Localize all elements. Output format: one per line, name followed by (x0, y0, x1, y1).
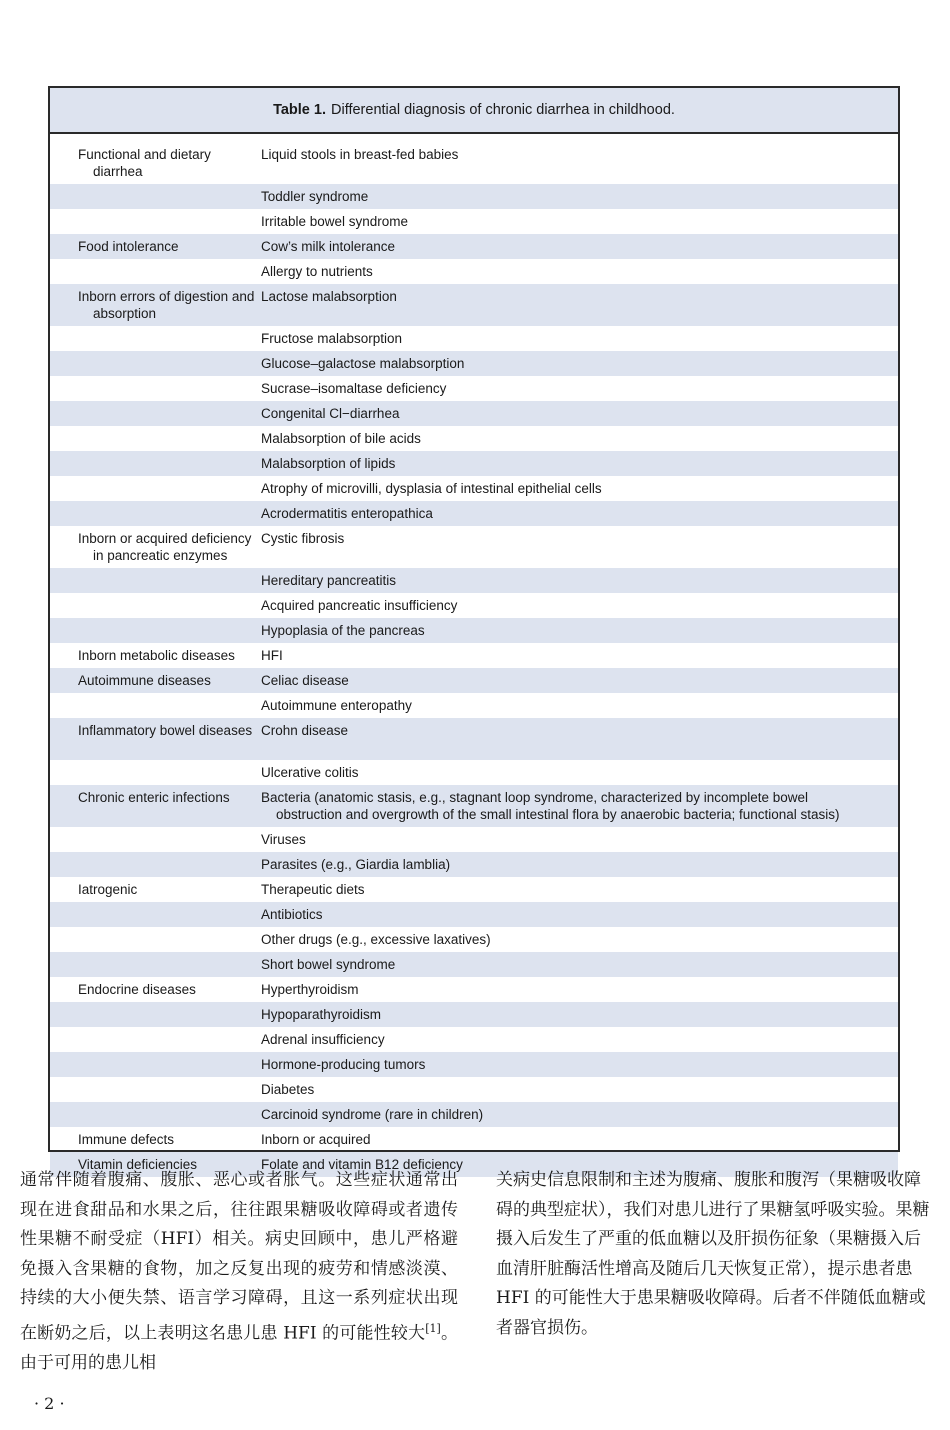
row-item (261, 213, 898, 230)
table-row (50, 785, 898, 827)
row-item (261, 764, 898, 781)
row-category-text: Iatrogenic (78, 881, 138, 897)
row-item-text: Acrodermatitis enteropathica (261, 506, 433, 521)
table-row (50, 618, 898, 643)
row-category-text: Endocrine diseases (78, 981, 196, 997)
row-item-text: Short bowel syndrome (261, 956, 396, 972)
table-body (50, 134, 898, 1177)
table-row (50, 259, 898, 284)
row-item-text: Congenital Cl−diarrhea (261, 406, 400, 421)
table-row (50, 927, 898, 952)
table-caption (50, 88, 898, 134)
row-item-text: Fructose malabsorption (261, 331, 403, 346)
table-label: Table 1. (273, 102, 326, 118)
table-row (50, 234, 898, 259)
row-category (50, 764, 261, 781)
row-category (50, 1131, 261, 1148)
row-category-text: Autoimmune diseases (78, 673, 211, 688)
row-item (261, 480, 898, 497)
row-item-text: Cystic fibrosis (261, 531, 345, 546)
row-category-text: Inborn metabolic diseases (78, 648, 235, 663)
row-item (261, 455, 898, 472)
row-item (261, 789, 898, 823)
row-item-text: HFI (261, 648, 283, 663)
row-item-text: Other drugs (e.g., excessive laxatives) (261, 931, 491, 947)
row-item (261, 597, 898, 614)
row-category (50, 380, 261, 397)
row-category (50, 330, 261, 347)
row-item-text: Autoimmune enteropathy (261, 698, 412, 713)
row-category (50, 647, 261, 664)
table-row (50, 760, 898, 785)
table-row (50, 1002, 898, 1027)
row-item (261, 981, 898, 998)
row-category (50, 455, 261, 472)
citation-ref: [1] (425, 1321, 441, 1335)
row-item-text: Celiac disease (261, 673, 349, 688)
row-item-text: Hypoparathyroidism (261, 1006, 382, 1022)
table-row (50, 426, 898, 451)
table-row (50, 1052, 898, 1077)
row-item-text: Malabsorption of bile acids (261, 431, 421, 446)
row-item-text: Therapeutic diets (261, 881, 365, 897)
row-item-text: Hereditary pancreatitis (261, 573, 397, 588)
row-category (50, 831, 261, 848)
table-title: Differential diagnosis of chronic diarrhea in childhood. (331, 102, 675, 118)
table-row (50, 1077, 898, 1102)
row-item (261, 931, 898, 948)
row-item-text: Ulcerative colitis (261, 764, 359, 780)
row-category (50, 697, 261, 714)
row-category (50, 530, 261, 564)
row-item (261, 956, 898, 973)
left-text: 通常伴随着腹痛、腹胀、恶心或者胀气。这些症状通常出现在进食甜品和水果之后，往往跟果糖吸收障碍或者遗传性果糖不耐受症（HFI）相关。病史回顾中，患儿严格避免摄入含果糖的食物，加之反复出现的疲劳和情感淡漠、持续的大小便失禁、语言学习障碍，且这一系列症状出现在断奶之后，以上表明这名患儿患 HFI 的可能性较大 (20, 1170, 458, 1344)
row-item (261, 722, 898, 756)
row-item-text: Hypoplasia of the pancreas (261, 623, 425, 638)
row-category (50, 597, 261, 614)
table-row (50, 693, 898, 718)
row-category (50, 906, 261, 923)
row-item (261, 288, 898, 322)
row-item-text: Folate and vitamin B12 deficiency (261, 1156, 463, 1172)
row-category-text: Chronic enteric infections (78, 789, 230, 805)
row-category (50, 238, 261, 255)
row-item-text: Irritable bowel syndrome (261, 214, 409, 229)
table-row (50, 351, 898, 376)
row-item-text: Malabsorption of lipids (261, 456, 396, 471)
row-item (261, 1031, 898, 1048)
table-row (50, 827, 898, 852)
row-item (261, 530, 898, 564)
table-row (50, 501, 898, 526)
row-item (261, 330, 898, 347)
table-row (50, 568, 898, 593)
page-number: · 2 · (34, 1394, 65, 1413)
body-paragraph-right: 关病史信息限制和主述为腹痛、腹胀和腹泻（果糖吸收障碍的典型症状），我们对患儿进行了果糖氢呼吸实验。果糖摄入后发生了严重的低血糖以及肝损伤征象（果糖摄入后血清肝脏酶活性增高及随后几天恢复正常），提示患者患 HFI 的可能性大于患果糖吸收障碍。后者不伴随低血糖或者器官损伤。 (496, 1170, 930, 1338)
row-item-text: Lactose malabsorption (261, 289, 397, 304)
row-item-text: Toddler syndrome (261, 189, 369, 204)
row-category-text: Immune defects (78, 1131, 175, 1147)
row-category (50, 188, 261, 205)
row-item-text: Crohn disease (261, 723, 349, 738)
body-paragraph-left (20, 1166, 458, 1378)
row-item (261, 146, 898, 180)
row-category (50, 405, 261, 422)
row-category-text: Functional and dietary diarrhea (78, 147, 211, 179)
table-row (50, 643, 898, 668)
table-row (50, 1127, 898, 1152)
left-text-tail: 。由于可用的患儿相 (20, 1323, 458, 1373)
table-row (50, 1102, 898, 1127)
table-row (50, 902, 898, 927)
row-category-text: Inborn errors of digestion and absorption (78, 289, 255, 321)
row-item (261, 697, 898, 714)
row-item (261, 1106, 898, 1123)
row-item (261, 1056, 898, 1073)
row-item (261, 188, 898, 205)
row-category (50, 981, 261, 998)
row-category (50, 789, 261, 823)
row-category (50, 213, 261, 230)
table-row (50, 877, 898, 902)
row-category (50, 672, 261, 689)
row-category (50, 1031, 261, 1048)
row-item (261, 881, 898, 898)
table-row (50, 376, 898, 401)
table-row (50, 326, 898, 351)
row-item (261, 572, 898, 589)
row-item-text: Hyperthyroidism (261, 981, 359, 997)
row-item (261, 831, 898, 848)
body-column-left (20, 1166, 458, 1378)
row-category (50, 1056, 261, 1073)
row-item-text: Diabetes (261, 1081, 315, 1097)
row-category (50, 856, 261, 873)
row-item-text: Atrophy of microvilli, dysplasia of intestinal epithelial cells (261, 481, 602, 496)
row-item-text: Viruses (261, 831, 306, 847)
row-item-text: Hormone-producing tumors (261, 1056, 426, 1072)
row-category (50, 1081, 261, 1098)
row-category (50, 722, 261, 756)
table-row (50, 593, 898, 618)
row-category-text: Vitamin deficiencies (78, 1156, 198, 1172)
table-row (50, 184, 898, 209)
row-category (50, 505, 261, 522)
row-category (50, 572, 261, 589)
row-category (50, 263, 261, 280)
row-category-text: Food intolerance (78, 239, 179, 254)
table-row (50, 209, 898, 234)
row-item-text: Adrenal insufficiency (261, 1031, 385, 1047)
row-item-text: Antibiotics (261, 906, 323, 922)
row-item (261, 238, 898, 255)
table-row (50, 526, 898, 568)
body-column-right (496, 1166, 936, 1343)
row-category-text: Inborn or acquired deficiency in pancreatic enzymes (78, 531, 252, 563)
row-item (261, 1081, 898, 1098)
row-item (261, 263, 898, 280)
row-item (261, 672, 898, 689)
row-item-text: Bacteria (anatomic stasis, e.g., stagnant loop syndrome, characterized by incomplete bowel obstruction and overgrowth of the small intestinal flora by anaerobic bacteria; functional stasis) (261, 789, 840, 822)
table-row (50, 284, 898, 326)
row-item-text: Allergy to nutrients (261, 264, 373, 279)
row-item (261, 430, 898, 447)
row-item-text: Liquid stools in breast-fed babies (261, 147, 459, 162)
differential-diagnosis-table (48, 86, 900, 1172)
table-row (50, 668, 898, 693)
row-category (50, 355, 261, 372)
row-category (50, 931, 261, 948)
table-row (50, 142, 898, 184)
table-row (50, 718, 898, 760)
row-item-text: Inborn or acquired (261, 1131, 371, 1147)
row-item-text: Carcinoid syndrome (rare in children) (261, 1106, 484, 1122)
row-category (50, 430, 261, 447)
table-row (50, 401, 898, 426)
row-item-text: Cow’s milk intolerance (261, 239, 396, 254)
row-category (50, 622, 261, 639)
row-category (50, 288, 261, 322)
table-row (50, 977, 898, 1002)
row-item-text: Acquired pancreatic insufficiency (261, 598, 458, 613)
row-item (261, 405, 898, 422)
row-category (50, 1006, 261, 1023)
table-row (50, 852, 898, 877)
row-item (261, 856, 898, 873)
table-row (50, 952, 898, 977)
row-item (261, 906, 898, 923)
row-category (50, 956, 261, 973)
row-item (261, 622, 898, 639)
row-item (261, 1131, 898, 1148)
row-category (50, 1106, 261, 1123)
row-item-text: Glucose–galactose malabsorption (261, 356, 465, 371)
row-category (50, 146, 261, 180)
row-item (261, 647, 898, 664)
row-item (261, 380, 898, 397)
row-item (261, 355, 898, 372)
row-item-text: Sucrase–isomaltase deficiency (261, 381, 447, 396)
row-category (50, 881, 261, 898)
table-row (50, 476, 898, 501)
row-item (261, 505, 898, 522)
table-row (50, 451, 898, 476)
row-category (50, 480, 261, 497)
row-category-text: Inflammatory bowel diseases (78, 723, 253, 738)
row-item (261, 1006, 898, 1023)
row-item-text: Parasites (e.g., Giardia lamblia) (261, 856, 451, 872)
table-row (50, 1027, 898, 1052)
